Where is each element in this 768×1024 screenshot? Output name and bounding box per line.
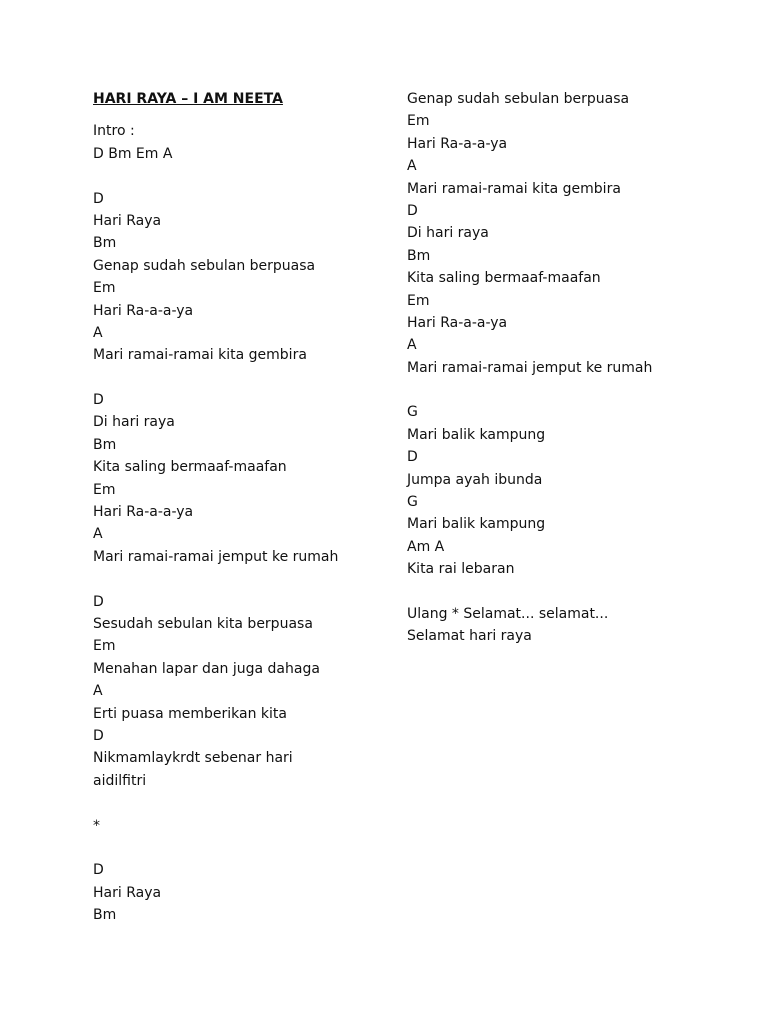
lyric-line: Bm [407, 247, 431, 264]
lyric-line: Mari ramai-ramai kita gembira [407, 180, 621, 197]
lyric-line: Hari Ra-a-a-ya [407, 314, 508, 331]
lyric-line: D [407, 449, 418, 466]
left-lyrics [93, 120, 393, 926]
lyric-line: Hari Ra-a-a-ya [93, 302, 194, 319]
lyric-line: Nikmamlaykrdt sebenar hari [93, 750, 293, 767]
lyric-line: D [93, 727, 104, 744]
lyric-line: Em [93, 638, 116, 655]
lyric-line: Hari Raya [93, 884, 162, 901]
blank-line [93, 837, 393, 859]
lyric-line: D Bm Em A [93, 145, 173, 162]
blank-line [93, 165, 393, 187]
lyric-line: Hari Raya [93, 212, 162, 229]
lyric-line: Selamat hari raya [407, 628, 532, 645]
lyric-line: A [407, 158, 417, 175]
lyric-line: Hari Ra-a-a-ya [407, 135, 508, 152]
lyric-line: A [407, 337, 417, 354]
lyric-line: Di hari raya [93, 414, 175, 431]
lyric-line: * [93, 817, 100, 834]
lyric-line: Ulang * Selamat... selamat... [407, 605, 609, 622]
lyric-line: Jumpa ayah ibunda [407, 471, 543, 488]
lyric-line: A [93, 683, 103, 700]
lyric-line: Bm [93, 436, 117, 453]
lyric-line: A [93, 526, 103, 543]
blank-line [93, 792, 393, 814]
lyric-line: Mari ramai-ramai kita gembira [93, 347, 307, 364]
lyric-line: Sesudah sebulan kita berpuasa [93, 615, 313, 632]
lyric-line: G [407, 404, 418, 421]
lyric-line: Em [93, 280, 116, 297]
lyric-line: D [93, 862, 104, 879]
lyric-line: Intro : [93, 123, 135, 140]
lyric-line: Mari balik kampung [407, 426, 546, 443]
left-column [93, 88, 393, 926]
lyric-line: Genap sudah sebulan berpuasa [407, 91, 630, 107]
blank-line [407, 581, 747, 603]
lyric-line: Erti puasa memberikan kita [93, 705, 287, 722]
lyric-line: D [93, 593, 104, 610]
lyric-line: aidilfitri [93, 772, 147, 789]
lyric-line: Genap sudah sebulan berpuasa [93, 257, 316, 274]
lyric-line: Bm [93, 907, 117, 924]
lyric-line: Am A [407, 538, 445, 555]
lyric-line: Mari balik kampung [407, 516, 546, 533]
lyric-line: Menahan lapar dan juga dahaga [93, 660, 320, 677]
lyric-line: Bm [93, 235, 117, 252]
lyric-line: Mari ramai-ramai jemput ke rumah [407, 359, 653, 376]
lyric-line: Hari Ra-a-a-ya [93, 504, 194, 521]
blank-line [93, 568, 393, 590]
lyric-line: Kita saling bermaaf-maafan [93, 459, 287, 476]
lyric-line: Di hari raya [407, 225, 489, 242]
lyric-line: A [93, 324, 103, 341]
lyric-line: G [407, 494, 418, 511]
right-column [407, 88, 747, 648]
lyric-line: Em [93, 481, 116, 498]
blank-line [93, 367, 393, 389]
lyric-line: Em [407, 292, 430, 309]
lyric-line: Kita saling bermaaf-maafan [407, 270, 601, 287]
lyric-line: D [407, 202, 418, 219]
lyric-line: Kita rai lebaran [407, 561, 515, 578]
lyric-line: Em [407, 113, 430, 130]
right-lyrics [407, 88, 747, 648]
lyric-line: D [93, 392, 104, 409]
song-title: HARI RAYA – I AM NEETA [93, 91, 283, 107]
lyric-line: Mari ramai-ramai jemput ke rumah [93, 548, 339, 565]
lyric-line: D [93, 190, 104, 207]
blank-line [407, 379, 747, 401]
